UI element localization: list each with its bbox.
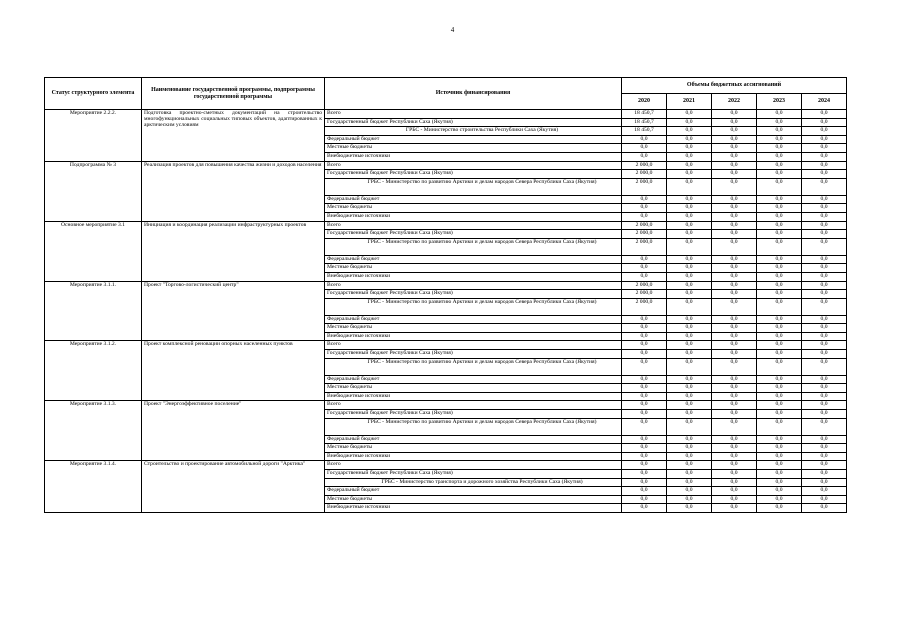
budget-value: 0,0 bbox=[802, 401, 847, 410]
budget-value: 0,0 bbox=[712, 161, 757, 170]
budget-value: 0,0 bbox=[757, 264, 802, 273]
budget-value: 0,0 bbox=[757, 161, 802, 170]
budget-value: 0,0 bbox=[622, 324, 667, 333]
funding-source: Внебюджетные источники bbox=[325, 392, 622, 401]
budget-value: 0,0 bbox=[802, 444, 847, 453]
program-name: Проект "Энергоэффективное поселение" bbox=[142, 401, 325, 461]
budget-value: 0,0 bbox=[667, 384, 712, 393]
budget-value: 0,0 bbox=[757, 418, 802, 435]
budget-value: 0,0 bbox=[622, 470, 667, 479]
budget-value: 0,0 bbox=[757, 127, 802, 136]
budget-value: 0,0 bbox=[757, 435, 802, 444]
funding-source: ГРБС - Министерство по развитию Арктики и делам народов Севера Республики Саха (Якутия) bbox=[325, 358, 622, 375]
budget-value: 0,0 bbox=[712, 410, 757, 419]
funding-source: Местные бюджеты bbox=[325, 144, 622, 153]
budget-value: 0,0 bbox=[712, 384, 757, 393]
budget-value: 0,0 bbox=[802, 290, 847, 299]
budget-value: 0,0 bbox=[712, 392, 757, 401]
budget-value: 0,0 bbox=[667, 152, 712, 161]
budget-value: 0,0 bbox=[802, 504, 847, 513]
element-status: Мероприятие 3.1.4. bbox=[45, 461, 142, 513]
budget-value: 0,0 bbox=[757, 452, 802, 461]
budget-value: 0,0 bbox=[712, 452, 757, 461]
budget-value: 0,0 bbox=[622, 401, 667, 410]
budget-value: 0,0 bbox=[802, 127, 847, 136]
budget-value: 0,0 bbox=[757, 152, 802, 161]
budget-value: 0,0 bbox=[802, 341, 847, 350]
funding-source: Всего bbox=[325, 161, 622, 170]
page-number: 4 bbox=[450, 26, 455, 34]
budget-value: 0,0 bbox=[667, 127, 712, 136]
budget-value: 0,0 bbox=[667, 324, 712, 333]
budget-value: 0,0 bbox=[712, 341, 757, 350]
budget-value: 0,0 bbox=[667, 375, 712, 384]
funding-source: Местные бюджеты bbox=[325, 444, 622, 453]
budget-value: 0,0 bbox=[757, 144, 802, 153]
budget-value: 0,0 bbox=[667, 144, 712, 153]
budget-value: 0,0 bbox=[667, 470, 712, 479]
budget-value: 0,0 bbox=[622, 212, 667, 221]
funding-source: ГРБС - Министерство по развитию Арктики и делам народов Севера Республики Саха (Якутия) bbox=[325, 298, 622, 315]
budget-value: 0,0 bbox=[712, 375, 757, 384]
budget-value: 0,0 bbox=[802, 281, 847, 290]
budget-value: 0,0 bbox=[802, 392, 847, 401]
budget-value: 0,0 bbox=[667, 435, 712, 444]
budget-value: 0,0 bbox=[712, 332, 757, 341]
budget-value: 0,0 bbox=[712, 118, 757, 127]
budget-value: 0,0 bbox=[802, 332, 847, 341]
funding-source: Всего bbox=[325, 281, 622, 290]
budget-value: 0,0 bbox=[622, 495, 667, 504]
budget-value: 0,0 bbox=[667, 418, 712, 435]
header-year: 2020 bbox=[622, 94, 667, 110]
budget-value: 2 000,0 bbox=[622, 230, 667, 239]
funding-source: Государственный бюджет Республики Саха (Якутия) bbox=[325, 230, 622, 239]
budget-value: 0,0 bbox=[667, 110, 712, 119]
budget-value: 0,0 bbox=[667, 178, 712, 195]
budget-value: 0,0 bbox=[712, 324, 757, 333]
funding-source: Федеральный бюджет bbox=[325, 487, 622, 496]
header-year: 2022 bbox=[712, 94, 757, 110]
budget-value: 0,0 bbox=[712, 358, 757, 375]
budget-value: 0,0 bbox=[667, 118, 712, 127]
budget-value: 0,0 bbox=[622, 315, 667, 324]
budget-value: 0,0 bbox=[802, 461, 847, 470]
budget-value: 2 000,0 bbox=[622, 298, 667, 315]
budget-value: 0,0 bbox=[802, 350, 847, 359]
budget-value: 2 000,0 bbox=[622, 290, 667, 299]
budget-value: 0,0 bbox=[667, 392, 712, 401]
budget-value: 0,0 bbox=[667, 281, 712, 290]
budget-value: 0,0 bbox=[667, 238, 712, 255]
element-status: Мероприятие 2.2.2. bbox=[45, 110, 142, 162]
budget-value: 0,0 bbox=[802, 255, 847, 264]
budget-value: 0,0 bbox=[622, 272, 667, 281]
budget-value: 0,0 bbox=[712, 401, 757, 410]
budget-value: 0,0 bbox=[712, 255, 757, 264]
budget-value: 0,0 bbox=[757, 487, 802, 496]
budget-value: 0,0 bbox=[622, 461, 667, 470]
budget-value: 0,0 bbox=[667, 212, 712, 221]
budget-value: 0,0 bbox=[757, 221, 802, 230]
budget-value: 2 000,0 bbox=[622, 170, 667, 179]
budget-value: 0,0 bbox=[802, 487, 847, 496]
table-row bbox=[45, 281, 847, 290]
element-status: Мероприятие 3.1.1. bbox=[45, 281, 142, 341]
budget-value: 0,0 bbox=[757, 315, 802, 324]
budget-value: 0,0 bbox=[622, 410, 667, 419]
budget-value: 0,0 bbox=[757, 495, 802, 504]
budget-value: 0,0 bbox=[802, 110, 847, 119]
budget-value: 0,0 bbox=[757, 135, 802, 144]
funding-source: Всего bbox=[325, 341, 622, 350]
funding-source: Всего bbox=[325, 461, 622, 470]
budget-value: 0,0 bbox=[667, 341, 712, 350]
funding-source: Местные бюджеты bbox=[325, 264, 622, 273]
budget-value: 0,0 bbox=[757, 298, 802, 315]
budget-value: 0,0 bbox=[757, 255, 802, 264]
funding-source: Внебюджетные источники bbox=[325, 212, 622, 221]
funding-source: Местные бюджеты bbox=[325, 204, 622, 213]
budget-value: 0,0 bbox=[757, 170, 802, 179]
budget-value: 0,0 bbox=[802, 144, 847, 153]
funding-source: Внебюджетные источники bbox=[325, 272, 622, 281]
budget-value: 0,0 bbox=[802, 384, 847, 393]
budget-value: 0,0 bbox=[712, 478, 757, 487]
header-year: 2024 bbox=[802, 94, 847, 110]
funding-source: ГРБС - Министерство транспорта и дорожного хозяйства Республики Саха (Якутия) bbox=[325, 478, 622, 487]
budget-value: 2 000,0 bbox=[622, 178, 667, 195]
budget-value: 0,0 bbox=[802, 238, 847, 255]
budget-value: 0,0 bbox=[757, 392, 802, 401]
budget-value: 2 000,0 bbox=[622, 281, 667, 290]
budget-value: 0,0 bbox=[622, 504, 667, 513]
budget-value: 0,0 bbox=[622, 478, 667, 487]
table-row bbox=[45, 221, 847, 230]
budget-value: 0,0 bbox=[667, 298, 712, 315]
funding-source: Государственный бюджет Республики Саха (Якутия) bbox=[325, 118, 622, 127]
budget-value: 0,0 bbox=[667, 410, 712, 419]
budget-value: 18 450,7 bbox=[622, 127, 667, 136]
budget-value: 0,0 bbox=[667, 170, 712, 179]
funding-source: Федеральный бюджет bbox=[325, 195, 622, 204]
funding-source: ГРБС - Министерство по развитию Арктики и делам народов Севера Республики Саха (Якутия) bbox=[325, 418, 622, 435]
budget-value: 0,0 bbox=[712, 212, 757, 221]
budget-value: 0,0 bbox=[712, 221, 757, 230]
funding-source: ГРБС - Министерство строительства Республики Саха (Якутия) bbox=[325, 127, 622, 136]
program-name: Строительство и проектирование автомобильной дороги "Арктика" bbox=[142, 461, 325, 513]
budget-value: 0,0 bbox=[802, 495, 847, 504]
budget-value: 0,0 bbox=[712, 504, 757, 513]
table-row bbox=[45, 461, 847, 470]
budget-value: 0,0 bbox=[667, 315, 712, 324]
budget-value: 0,0 bbox=[802, 264, 847, 273]
budget-value: 0,0 bbox=[802, 161, 847, 170]
program-name: Инициация и координация реализации инфраструктурных проектов bbox=[142, 221, 325, 281]
budget-table bbox=[44, 77, 847, 513]
element-status: Мероприятие 3.1.3. bbox=[45, 401, 142, 461]
budget-value: 0,0 bbox=[757, 281, 802, 290]
budget-value: 0,0 bbox=[712, 178, 757, 195]
budget-value: 0,0 bbox=[802, 324, 847, 333]
funding-source: ГРБС - Министерство по развитию Арктики и делам народов Севера Республики Саха (Якутия) bbox=[325, 238, 622, 255]
budget-value: 0,0 bbox=[622, 435, 667, 444]
program-name: Подготовка проектно-сметных документаций на строительство многофункциональных социальных типовых объектов, адаптированных к арктическим условиям bbox=[142, 110, 325, 162]
budget-value: 0,0 bbox=[712, 435, 757, 444]
budget-value: 0,0 bbox=[757, 401, 802, 410]
budget-value: 0,0 bbox=[802, 298, 847, 315]
budget-value: 0,0 bbox=[712, 495, 757, 504]
element-status: Мероприятие 3.1.2. bbox=[45, 341, 142, 401]
budget-value: 0,0 bbox=[667, 221, 712, 230]
funding-source: Государственный бюджет Республики Саха (Якутия) bbox=[325, 470, 622, 479]
budget-value: 0,0 bbox=[802, 315, 847, 324]
budget-value: 0,0 bbox=[667, 135, 712, 144]
budget-value: 2 000,0 bbox=[622, 221, 667, 230]
program-name: Проект комплексной реновации опорных населенных пунктов bbox=[142, 341, 325, 401]
funding-source: Государственный бюджет Республики Саха (Якутия) bbox=[325, 170, 622, 179]
budget-value: 0,0 bbox=[712, 418, 757, 435]
funding-source: Государственный бюджет Республики Саха (Якутия) bbox=[325, 350, 622, 359]
budget-value: 0,0 bbox=[622, 264, 667, 273]
budget-value: 0,0 bbox=[622, 341, 667, 350]
budget-value: 0,0 bbox=[757, 504, 802, 513]
budget-value: 0,0 bbox=[712, 272, 757, 281]
funding-source: Внебюджетные источники bbox=[325, 504, 622, 513]
header-status: Статус структурного элемента bbox=[45, 78, 142, 110]
budget-value: 0,0 bbox=[712, 298, 757, 315]
budget-value: 0,0 bbox=[622, 358, 667, 375]
budget-value: 0,0 bbox=[802, 212, 847, 221]
budget-value: 0,0 bbox=[712, 350, 757, 359]
budget-value: 0,0 bbox=[802, 435, 847, 444]
budget-value: 0,0 bbox=[712, 281, 757, 290]
element-status: Основное мероприятие 3.1 bbox=[45, 221, 142, 281]
table-row bbox=[45, 341, 847, 350]
header-year: 2021 bbox=[667, 94, 712, 110]
budget-value: 0,0 bbox=[667, 487, 712, 496]
funding-source: Государственный бюджет Республики Саха (Якутия) bbox=[325, 410, 622, 419]
funding-source: Внебюджетные источники bbox=[325, 452, 622, 461]
funding-source: ГРБС - Министерство по развитию Арктики и делам народов Севера Республики Саха (Якутия) bbox=[325, 178, 622, 195]
budget-value: 0,0 bbox=[667, 161, 712, 170]
budget-value: 0,0 bbox=[667, 350, 712, 359]
table-row bbox=[45, 401, 847, 410]
budget-value: 0,0 bbox=[802, 410, 847, 419]
budget-value: 0,0 bbox=[667, 204, 712, 213]
table-row bbox=[45, 161, 847, 170]
budget-value: 0,0 bbox=[712, 444, 757, 453]
budget-value: 0,0 bbox=[712, 135, 757, 144]
budget-value: 0,0 bbox=[622, 144, 667, 153]
funding-source: Всего bbox=[325, 401, 622, 410]
budget-value: 0,0 bbox=[622, 255, 667, 264]
budget-value: 0,0 bbox=[802, 272, 847, 281]
budget-value: 0,0 bbox=[757, 332, 802, 341]
header-year: 2023 bbox=[757, 94, 802, 110]
budget-value: 0,0 bbox=[622, 135, 667, 144]
funding-source: Местные бюджеты bbox=[325, 324, 622, 333]
program-name: Проект "Торгово-логистический центр" bbox=[142, 281, 325, 341]
budget-value: 0,0 bbox=[802, 478, 847, 487]
budget-value: 0,0 bbox=[622, 375, 667, 384]
budget-value: 2 000,0 bbox=[622, 238, 667, 255]
budget-value: 0,0 bbox=[757, 350, 802, 359]
element-status: Подпрограмма № 3 bbox=[45, 161, 142, 221]
budget-value: 0,0 bbox=[802, 230, 847, 239]
header-name: Наименование государственной программы, подпрограммы государственной программы bbox=[142, 78, 325, 110]
budget-body bbox=[45, 110, 847, 513]
funding-source: Всего bbox=[325, 221, 622, 230]
funding-source: Федеральный бюджет bbox=[325, 315, 622, 324]
funding-source: Федеральный бюджет bbox=[325, 135, 622, 144]
budget-value: 0,0 bbox=[712, 487, 757, 496]
budget-value: 0,0 bbox=[667, 444, 712, 453]
budget-value: 0,0 bbox=[757, 470, 802, 479]
budget-value: 0,0 bbox=[757, 195, 802, 204]
budget-value: 0,0 bbox=[667, 264, 712, 273]
budget-value: 0,0 bbox=[622, 487, 667, 496]
budget-value: 0,0 bbox=[802, 358, 847, 375]
budget-value: 0,0 bbox=[757, 324, 802, 333]
budget-value: 0,0 bbox=[622, 384, 667, 393]
budget-value: 0,0 bbox=[757, 272, 802, 281]
budget-value: 0,0 bbox=[622, 152, 667, 161]
budget-value: 0,0 bbox=[757, 384, 802, 393]
budget-value: 0,0 bbox=[802, 221, 847, 230]
budget-value: 0,0 bbox=[712, 144, 757, 153]
budget-value: 0,0 bbox=[802, 452, 847, 461]
budget-value: 0,0 bbox=[757, 478, 802, 487]
budget-value: 0,0 bbox=[757, 358, 802, 375]
budget-value: 0,0 bbox=[667, 272, 712, 281]
budget-value: 0,0 bbox=[757, 444, 802, 453]
budget-value: 0,0 bbox=[712, 470, 757, 479]
budget-value: 0,0 bbox=[712, 127, 757, 136]
budget-value: 18 450,7 bbox=[622, 118, 667, 127]
funding-source: Внебюджетные источники bbox=[325, 332, 622, 341]
funding-source: Федеральный бюджет bbox=[325, 435, 622, 444]
budget-value: 0,0 bbox=[757, 238, 802, 255]
budget-value: 0,0 bbox=[802, 204, 847, 213]
budget-value: 0,0 bbox=[757, 118, 802, 127]
budget-value: 0,0 bbox=[712, 238, 757, 255]
budget-value: 0,0 bbox=[757, 110, 802, 119]
budget-value: 0,0 bbox=[757, 230, 802, 239]
budget-value: 0,0 bbox=[757, 178, 802, 195]
budget-value: 0,0 bbox=[757, 461, 802, 470]
budget-value: 0,0 bbox=[712, 170, 757, 179]
budget-value: 0,0 bbox=[667, 401, 712, 410]
budget-value: 0,0 bbox=[667, 332, 712, 341]
budget-value: 0,0 bbox=[802, 152, 847, 161]
budget-value: 0,0 bbox=[757, 375, 802, 384]
budget-value: 0,0 bbox=[667, 195, 712, 204]
budget-value: 0,0 bbox=[667, 495, 712, 504]
budget-value: 0,0 bbox=[667, 230, 712, 239]
budget-value: 0,0 bbox=[757, 212, 802, 221]
budget-value: 0,0 bbox=[622, 392, 667, 401]
budget-value: 0,0 bbox=[667, 452, 712, 461]
budget-value: 0,0 bbox=[622, 204, 667, 213]
budget-value: 0,0 bbox=[712, 230, 757, 239]
budget-value: 18 450,7 bbox=[622, 110, 667, 119]
funding-source: Федеральный бюджет bbox=[325, 375, 622, 384]
budget-value: 0,0 bbox=[667, 504, 712, 513]
budget-value: 0,0 bbox=[622, 418, 667, 435]
table-row bbox=[45, 110, 847, 119]
budget-value: 0,0 bbox=[712, 152, 757, 161]
budget-value: 0,0 bbox=[712, 264, 757, 273]
funding-source: Местные бюджеты bbox=[325, 495, 622, 504]
funding-source: Государственный бюджет Республики Саха (Якутия) bbox=[325, 290, 622, 299]
budget-value: 0,0 bbox=[802, 470, 847, 479]
budget-value: 0,0 bbox=[622, 332, 667, 341]
budget-value: 0,0 bbox=[712, 195, 757, 204]
funding-source: Всего bbox=[325, 110, 622, 119]
budget-value: 0,0 bbox=[712, 290, 757, 299]
funding-source: Внебюджетные источники bbox=[325, 152, 622, 161]
budget-value: 0,0 bbox=[667, 255, 712, 264]
budget-value: 0,0 bbox=[712, 110, 757, 119]
budget-value: 0,0 bbox=[712, 204, 757, 213]
budget-value: 0,0 bbox=[802, 170, 847, 179]
budget-value: 0,0 bbox=[802, 195, 847, 204]
budget-value: 0,0 bbox=[622, 444, 667, 453]
budget-value: 0,0 bbox=[757, 410, 802, 419]
budget-value: 0,0 bbox=[757, 204, 802, 213]
budget-value: 0,0 bbox=[802, 375, 847, 384]
funding-source: Местные бюджеты bbox=[325, 384, 622, 393]
funding-source: Федеральный бюджет bbox=[325, 255, 622, 264]
program-name: Реализация проектов для повышения качества жизни и доходов населения bbox=[142, 161, 325, 221]
budget-value: 0,0 bbox=[802, 135, 847, 144]
header-volumes: Объемы бюджетных ассигнований bbox=[622, 78, 847, 94]
budget-value: 0,0 bbox=[712, 461, 757, 470]
budget-value: 0,0 bbox=[667, 461, 712, 470]
budget-value: 0,0 bbox=[622, 452, 667, 461]
budget-value: 0,0 bbox=[667, 358, 712, 375]
budget-value: 0,0 bbox=[667, 478, 712, 487]
budget-value: 0,0 bbox=[802, 118, 847, 127]
header-source: Источник финансирования bbox=[325, 78, 622, 110]
budget-value: 0,0 bbox=[712, 315, 757, 324]
budget-value: 2 000,0 bbox=[622, 161, 667, 170]
budget-value: 0,0 bbox=[622, 195, 667, 204]
budget-value: 0,0 bbox=[802, 178, 847, 195]
budget-value: 0,0 bbox=[802, 418, 847, 435]
budget-value: 0,0 bbox=[757, 341, 802, 350]
budget-value: 0,0 bbox=[757, 290, 802, 299]
budget-value: 0,0 bbox=[667, 290, 712, 299]
budget-value: 0,0 bbox=[622, 350, 667, 359]
